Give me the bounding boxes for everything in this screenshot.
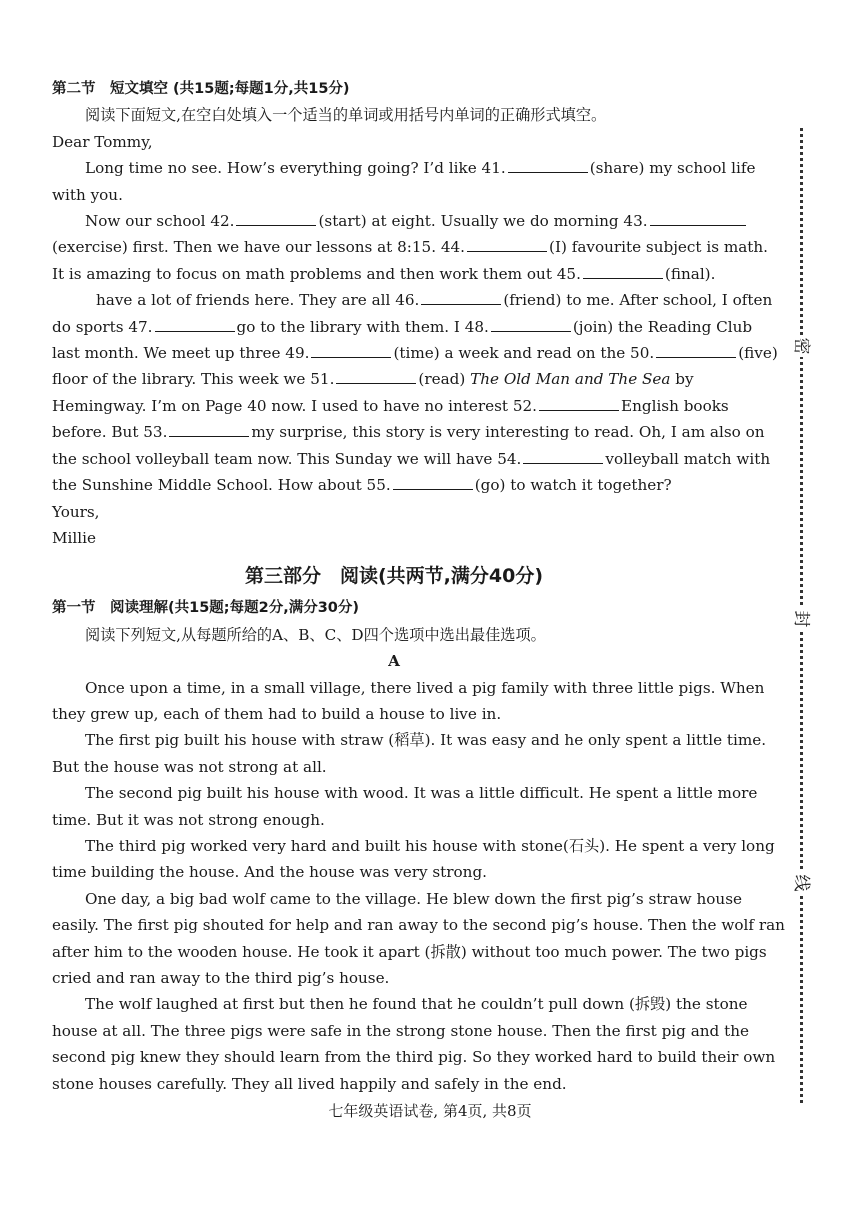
cloze-line bbox=[52, 287, 773, 313]
blank-50[interactable] bbox=[656, 342, 736, 358]
passage-line: after him to the wooden house. He took it apart (拆散) without too much power. The two pigs bbox=[52, 942, 767, 961]
cloze-text: (join) the Reading Club bbox=[572, 317, 753, 336]
cloze-line bbox=[52, 446, 771, 472]
cloze-text: before. But 53. bbox=[52, 423, 168, 442]
book-title: The Old Man and The Sea bbox=[470, 370, 671, 389]
blank-51[interactable] bbox=[336, 368, 416, 384]
section2-instruction: 阅读下面短文,在空白处填入一个适当的单词或用括号内单词的正确形式填空。 bbox=[85, 106, 607, 125]
binding-mark-xian: 线 bbox=[790, 872, 812, 894]
cloze-text: English books bbox=[621, 396, 729, 415]
passage-line: easily. The first pig shouted for help and ran away to the second pig’s house. Then the wolf ran bbox=[52, 916, 785, 935]
blank-43[interactable] bbox=[650, 210, 746, 226]
cloze-line bbox=[52, 155, 756, 181]
cloze-line bbox=[52, 366, 736, 392]
cloze-text: (exercise) first. Then we have our lessons at 8:15. 44. bbox=[52, 238, 466, 257]
cloze-line bbox=[52, 472, 736, 498]
cloze-text: (read) bbox=[418, 370, 471, 389]
cloze-text: Now our school 42. bbox=[85, 212, 235, 231]
cloze-text: my surprise, this story is very interesting to read. Oh, I am also on bbox=[251, 423, 765, 442]
binding-mark-mi: 密 bbox=[790, 335, 812, 357]
passage-line: Once upon a time, in a small village, there lived a pig family with three little pigs. When bbox=[85, 678, 765, 697]
blank-42[interactable] bbox=[236, 210, 316, 226]
cloze-text: (share) my school life bbox=[589, 159, 756, 178]
passage-line: But the house was not strong at all. bbox=[52, 757, 327, 776]
blank-41[interactable] bbox=[508, 157, 588, 173]
passage-line: The first pig built his house with straw (稻草). It was easy and he only spent a little time. bbox=[85, 731, 767, 750]
blank-55[interactable] bbox=[393, 474, 473, 490]
blank-48[interactable] bbox=[491, 316, 571, 332]
cloze-line bbox=[52, 261, 736, 287]
cloze-line bbox=[52, 419, 765, 445]
cloze-text: floor of the library. This week we 51. bbox=[52, 370, 335, 389]
cloze-text: Long time no see. How’s everything going? I’d like 41. bbox=[85, 159, 506, 178]
part3-title: 第三部分 阅读(共两节,满分40分) bbox=[244, 565, 544, 588]
blank-46[interactable] bbox=[421, 289, 501, 305]
passage-line: The wolf laughed at first but then he found that he couldn’t pull down (拆毁) the stone bbox=[85, 995, 748, 1014]
letter-closing: Yours, bbox=[52, 502, 100, 521]
blank-53[interactable] bbox=[169, 421, 249, 437]
blank-49[interactable] bbox=[311, 342, 391, 358]
passage-a bbox=[52, 675, 785, 1098]
cloze-text: (five) bbox=[738, 344, 778, 363]
letter-salutation: Dear Tommy, bbox=[52, 132, 153, 151]
passage-line: One day, a big bad wolf came to the village. He blew down the first pig’s straw house bbox=[85, 889, 742, 908]
cloze-line bbox=[52, 208, 736, 234]
passage-line: cried and ran away to the third pig’s house. bbox=[52, 969, 390, 987]
blank-45[interactable] bbox=[583, 263, 663, 279]
passage-line: The third pig worked very hard and built his house with stone(石头). He spent a very long bbox=[85, 836, 775, 855]
passage-line: stone houses carefully. They all lived happily and safely in the end. bbox=[52, 1074, 567, 1093]
binding-mark-feng: 封 bbox=[790, 608, 812, 630]
cloze-text: with you. bbox=[52, 185, 123, 204]
blank-44[interactable] bbox=[467, 236, 547, 252]
cloze-text: (go) to watch it together? bbox=[474, 476, 672, 495]
passage-line: The second pig built his house with wood. It was a little difficult. He spent a little more bbox=[85, 784, 758, 803]
cloze-text: It is amazing to focus on math problems and then work them out 45. bbox=[52, 264, 581, 283]
passage-line: they grew up, each of them had to build a house to live in. bbox=[52, 704, 502, 723]
cloze-text: go to the library with them. I 48. bbox=[236, 317, 489, 336]
blank-52[interactable] bbox=[539, 395, 619, 411]
cloze-line bbox=[52, 340, 778, 366]
section2-title: 第二节 短文填空 (共15题;每题1分,共15分) bbox=[52, 81, 350, 97]
letter-signature: Millie bbox=[52, 528, 96, 547]
passage-line: second pig knew they should learn from the third pig. So they worked hard to build their own bbox=[52, 1048, 776, 1067]
cloze-text: (start) at eight. Usually we do morning 43. bbox=[318, 212, 648, 231]
passage-line: time building the house. And the house was very strong. bbox=[52, 863, 488, 882]
page-footer: 七年级英语试卷, 第4页, 共8页 bbox=[328, 1102, 532, 1120]
cloze-text: (time) a week and read on the 50. bbox=[393, 344, 655, 363]
passage-line: time. But it was not strong enough. bbox=[52, 810, 325, 829]
cloze-line bbox=[52, 234, 768, 260]
cloze-text: by bbox=[670, 370, 694, 389]
cloze-text: the Sunshine Middle School. How about 55. bbox=[52, 476, 391, 495]
blank-47[interactable] bbox=[155, 316, 235, 332]
exam-page bbox=[52, 76, 785, 1097]
part3-section1-title: 第一节 阅读理解(共15题;每题2分,满分30分) bbox=[52, 600, 360, 617]
cloze-text: (friend) to me. After school, I often bbox=[503, 291, 773, 310]
cloze-text: Hemingway. I’m on Page 40 now. I used to have no interest 52. bbox=[52, 396, 537, 415]
cloze-text: (final). bbox=[664, 264, 716, 283]
cloze-text: (I) favourite subject is math. bbox=[549, 238, 768, 257]
cloze-line bbox=[52, 393, 736, 419]
part3-instruction: 阅读下列短文,从每题所给的A、B、C、D四个选项中选出最佳选项。 bbox=[85, 625, 546, 644]
blank-54[interactable] bbox=[523, 448, 603, 464]
cloze-line bbox=[52, 314, 753, 340]
cloze-line bbox=[52, 182, 736, 208]
passage-line: house at all. The three pigs were safe in the strong stone house. Then the first pig and the bbox=[52, 1021, 749, 1040]
cloze-text: do sports 47. bbox=[52, 317, 153, 336]
cloze-text: the school volleyball team now. This Sunday we will have 54. bbox=[52, 449, 522, 468]
cloze-text: last month. We meet up three 49. bbox=[52, 344, 310, 363]
cloze-text: have a lot of friends here. They are all 46. bbox=[96, 291, 420, 310]
passage-label: A bbox=[388, 652, 400, 671]
cloze-text: volleyball match with bbox=[605, 449, 771, 468]
